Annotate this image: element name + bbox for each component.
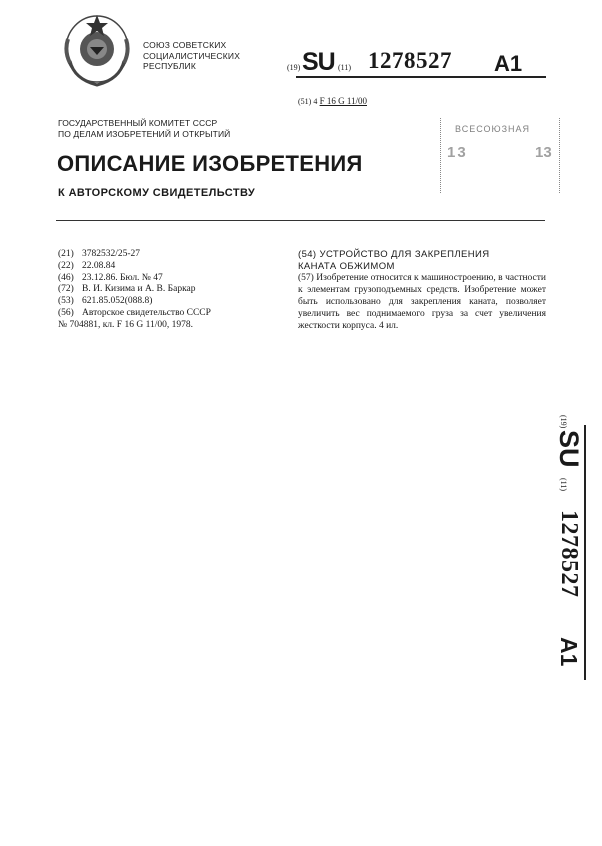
library-stamp bbox=[440, 118, 560, 193]
abstract-text: (57) Изобретение относится к машиностроению, в частности к элементам грузоподъемных средств. Изобретение может быть использовано для закрепления каната, позволяет увеличить вес поднимаемого груза за счет увеличения жесткости корпуса. 4 ил. bbox=[298, 273, 546, 331]
biblio-text: Авторское свидетельство СССР bbox=[82, 307, 211, 318]
biblio-text: 23.12.86. Бюл. № 47 bbox=[82, 272, 163, 283]
invention-description bbox=[298, 249, 546, 332]
vertical-code-19: (19) bbox=[559, 415, 568, 429]
number-underline bbox=[296, 76, 546, 78]
stamp-line-1: ВСЕСОЮЗНАЯ bbox=[455, 124, 531, 134]
biblio-code: (21) bbox=[58, 249, 74, 259]
document-title: ОПИСАНИЕ ИЗОБРЕТЕНИЯ bbox=[57, 151, 363, 176]
biblio-code: (72) bbox=[58, 284, 74, 295]
ipc-label: (51) 4 bbox=[298, 97, 318, 106]
biblio-row bbox=[58, 249, 273, 261]
vertical-code-11: (11) bbox=[559, 478, 568, 492]
union-line-1: СОЮЗ СОВЕТСКИХ bbox=[143, 40, 227, 50]
biblio-text: 621.85.052(088.8) bbox=[82, 296, 153, 307]
biblio-code: (53) bbox=[58, 296, 74, 307]
stamp-line-3: 13 bbox=[535, 144, 552, 161]
patent-number: 1278527 bbox=[368, 48, 452, 73]
biblio-text: № 704881, кл. F 16 G 11/00, 1978. bbox=[58, 319, 193, 330]
committee-line-2: ПО ДЕЛАМ ИЗОБРЕТЕНИЙ И ОТКРЫТИЙ bbox=[58, 128, 231, 139]
vertical-patent-number bbox=[552, 415, 582, 680]
country-code: SU bbox=[302, 48, 335, 76]
stamp-line-2: 13 bbox=[447, 144, 468, 161]
biblio-code: (22) bbox=[58, 260, 74, 271]
invention-title-line-1: (54) УСТРОЙСТВО ДЛЯ ЗАКРЕПЛЕНИЯ bbox=[298, 249, 490, 260]
kind-code: A1 bbox=[494, 51, 523, 76]
biblio-row bbox=[58, 320, 273, 332]
code-11-label: (11) bbox=[338, 63, 352, 72]
biblio-row bbox=[58, 273, 273, 285]
ipc-value: F 16 G 11/00 bbox=[319, 96, 367, 106]
committee-line-1: ГОСУДАРСТВЕННЫЙ КОМИТЕТ СССР bbox=[58, 118, 218, 128]
union-line-3: РЕСПУБЛИК bbox=[143, 61, 197, 71]
biblio-code: (56) bbox=[58, 307, 74, 318]
vertical-patent-number-value: 1278527 bbox=[556, 510, 582, 598]
biblio-text: 22.08.84 bbox=[82, 260, 116, 271]
invention-title-line-2: КАНАТА ОБЖИМОМ bbox=[298, 260, 395, 272]
vertical-country-code: SU bbox=[554, 430, 584, 468]
biblio-row bbox=[58, 308, 273, 320]
header-divider bbox=[56, 220, 545, 221]
biblio-code: (46) bbox=[58, 272, 74, 283]
biblio-row bbox=[58, 261, 273, 273]
bibliographic-data bbox=[58, 249, 273, 332]
biblio-text: В. И. Кизима и А. В. Баркар bbox=[82, 284, 196, 295]
patent-number-block bbox=[282, 50, 582, 80]
union-line-2: СОЦИАЛИСТИЧЕСКИХ bbox=[143, 50, 241, 61]
biblio-row bbox=[58, 296, 273, 308]
ipc-classification bbox=[298, 96, 367, 106]
vertical-rule bbox=[585, 425, 587, 680]
committee-name bbox=[58, 118, 230, 139]
biblio-text: 3782532/25-27 bbox=[82, 249, 141, 259]
union-name bbox=[143, 40, 240, 72]
biblio-row bbox=[58, 284, 273, 296]
vertical-kind-code: A1 bbox=[556, 637, 582, 667]
state-emblem bbox=[62, 11, 132, 89]
document-subtitle: К АВТОРСКОМУ СВИДЕТЕЛЬСТВУ bbox=[58, 187, 256, 199]
code-19-label: (19) bbox=[287, 63, 301, 72]
